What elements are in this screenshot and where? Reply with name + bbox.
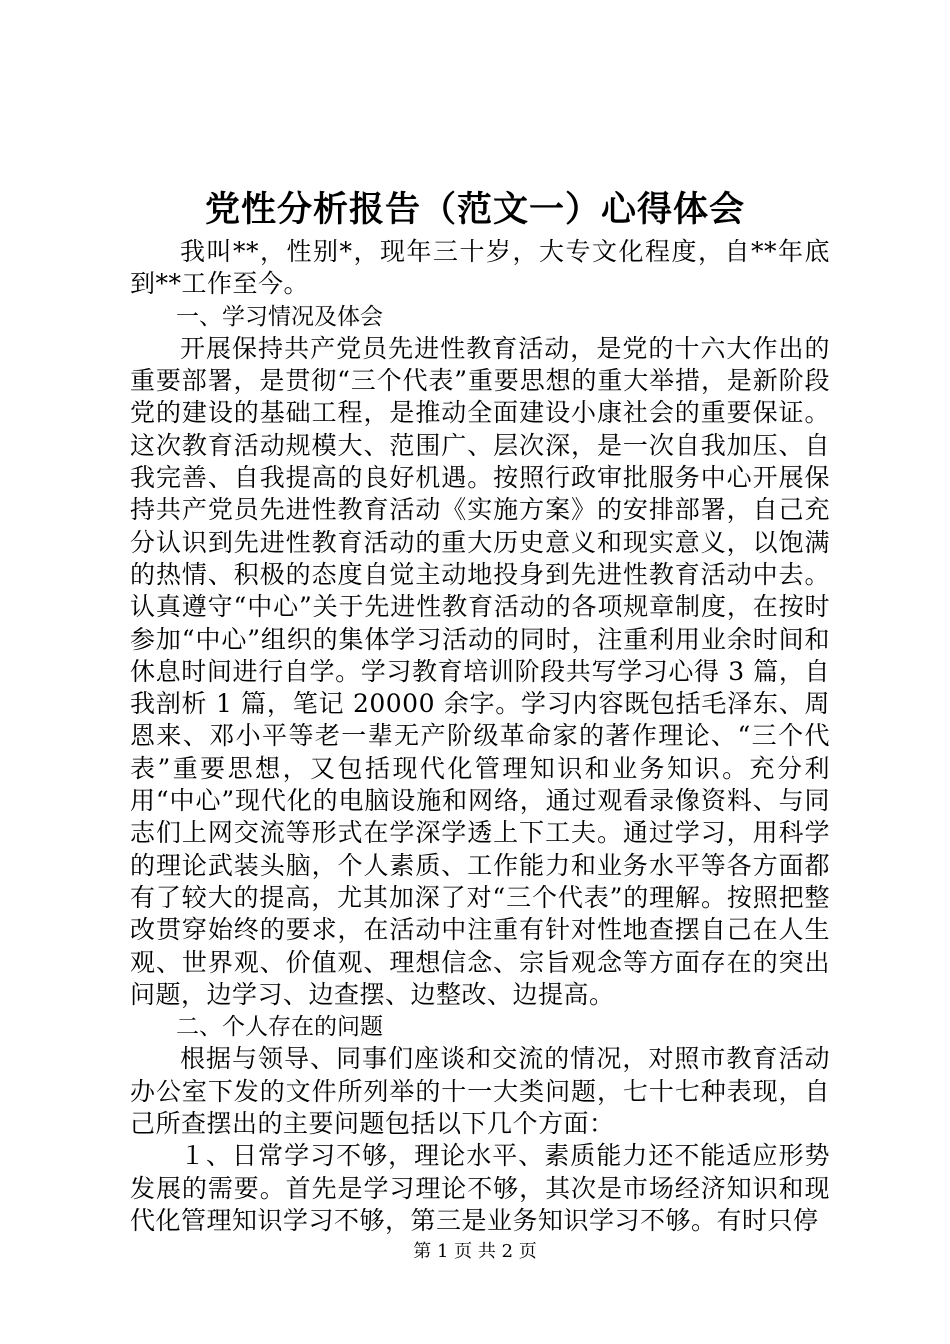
problems-intro-paragraph: 根据与领导、同事们座谈和交流的情况，对照市教育活动办公室下发的文件所列举的十一大类问题，七十七种表现，自己所查摆出的主要问题包括以下几个方面：	[130, 1044, 830, 1139]
document-body	[130, 236, 830, 1237]
intro-paragraph: 我叫**，性别*，现年三十岁，大专文化程度，自**年底到**工作至今。	[130, 237, 830, 299]
problem-item-1-paragraph: １、日常学习不够，理论水平、素质能力还不能适应形势发展的需要。首先是学习理论不够，其次是市场经济知识和现代化管理知识学习不够，第三是业务知识学习不够。有时只停	[130, 1141, 830, 1235]
study-paragraph: 开展保持共产党员先进性教育活动，是党的十六大作出的重要部署，是贯彻“三个代表”重要思想的重大举措，是新阶段党的建设的基础工程，是推动全面建设小康社会的重要保证。这次教育活动规模大、范围广、层次深，是一次自我加压、自我完善、自我提高的良好机遇。按照行政审批服务中心开展保持共产党员先进性教育活动《实施方案》的安排部署，自己充分认识到先进性教育活动的重大历史意义和现实意义，以饱满的热情、积极的态度自觉主动地投身到先进性教育活动中去。认真遵守“中心”关于先进性教育活动的各项规章制度，在按时参加“中心”组织的集体学习活动的同时，注重利用业余时间和休息时间进行自学。学习教育培训阶段共写学习心得 3 篇，自我剖析 1 篇，笔记 20000 余字。学习内容既包括毛泽东、周恩来、邓小平等老一辈无产阶级革命家的著作理论、“三个代表”重要思想，又包括现代化管理知识和业务知识。充分利用“中心”现代化的电脑设施和网络，通过观看录像资料、与同志们上网交流等形式在学深学透上下工夫。通过学习，用科学的理论武装头脑，个人素质、工作能力和业务水平等各方面都有了较大的提高，尤其加深了对“三个代表”的理解。按照把整改贯穿始终的要求，在活动中注重有针对性地查摆自己在人生观、世界观、价值观、理想信念、宗旨观念等方面存在的突出问题，边学习、边查摆、边整改、边提高。	[130, 333, 830, 1009]
section-heading-problems: 二、个人存在的问题	[176, 1014, 383, 1041]
document-title: 党性分析报告（范文一）心得体会	[204, 189, 745, 230]
section-heading-study: 一、学习情况及体会	[176, 303, 383, 330]
page-footer: 第 1 页 共 2 页	[413, 1241, 537, 1262]
